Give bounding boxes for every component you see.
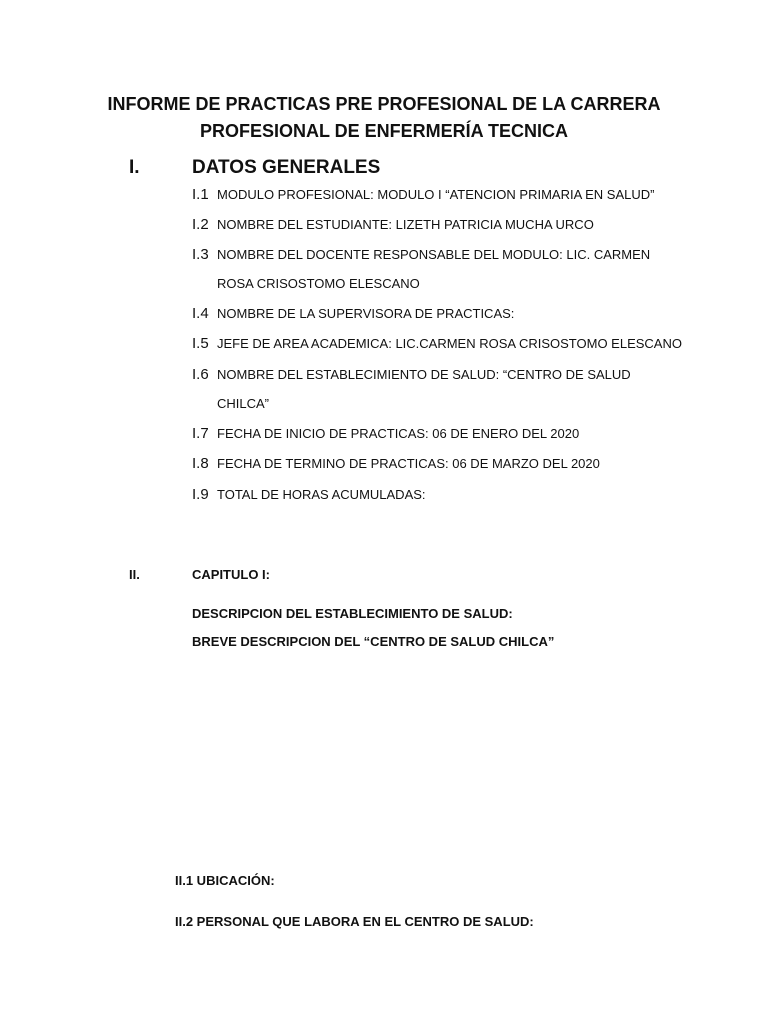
item-number: I.9: [192, 486, 209, 503]
section-2-subheading: BREVE DESCRIPCION DEL “CENTRO DE SALUD CHILCA”: [192, 634, 555, 649]
document-title-line-2: PROFESIONAL DE ENFERMERÍA TECNICA: [199, 121, 569, 141]
item-number: I.6: [192, 366, 209, 383]
subsection-personal: II.2 PERSONAL QUE LABORA EN EL CENTRO DE SALUD:: [175, 914, 534, 929]
item-number: I.3: [192, 246, 209, 263]
item-number: I.4: [192, 305, 209, 322]
subsection-ubicacion: II.1 UBICACIÓN:: [175, 873, 275, 888]
item-text: JEFE DE AREA ACADEMICA: LIC.CARMEN ROSA CRISOSTOMO ELESCANO: [217, 336, 682, 351]
item-text: TOTAL DE HORAS ACUMULADAS:: [217, 487, 426, 502]
item-text: FECHA DE INICIO DE PRACTICAS: 06 DE ENERO DEL 2020: [217, 426, 580, 441]
item-text: MODULO PROFESIONAL: MODULO I “ATENCION PRIMARIA EN SALUD”: [217, 187, 655, 202]
item-text-continuation: ROSA CRISOSTOMO ELESCANO: [217, 276, 420, 291]
section-1-number: I.: [129, 157, 140, 178]
item-text: NOMBRE DEL ESTABLECIMIENTO DE SALUD: “CENTRO DE SALUD: [217, 367, 631, 382]
item-number: I.2: [192, 216, 209, 233]
item-number: I.8: [192, 455, 209, 472]
item-number: I.7: [192, 425, 209, 442]
section-2-heading: DESCRIPCION DEL ESTABLECIMIENTO DE SALUD:: [192, 606, 513, 621]
section-2-number: II.: [129, 567, 140, 582]
section-2-title: CAPITULO I:: [192, 567, 270, 582]
item-text: NOMBRE DEL ESTUDIANTE: LIZETH PATRICIA MUCHA URCO: [217, 217, 594, 232]
item-text-continuation: CHILCA”: [217, 396, 270, 411]
item-text: NOMBRE DE LA SUPERVISORA DE PRACTICAS:: [217, 306, 515, 321]
item-number: I.5: [192, 335, 209, 352]
document-title-line-1: INFORME DE PRACTICAS PRE PROFESIONAL DE LA CARRERA: [107, 94, 661, 114]
section-1-title: DATOS GENERALES: [192, 157, 381, 178]
item-number: I.1: [192, 186, 209, 203]
item-text: FECHA DE TERMINO DE PRACTICAS: 06 DE MARZO DEL 2020: [217, 456, 600, 471]
item-text: NOMBRE DEL DOCENTE RESPONSABLE DEL MODULO: LIC. CARMEN: [217, 247, 651, 262]
